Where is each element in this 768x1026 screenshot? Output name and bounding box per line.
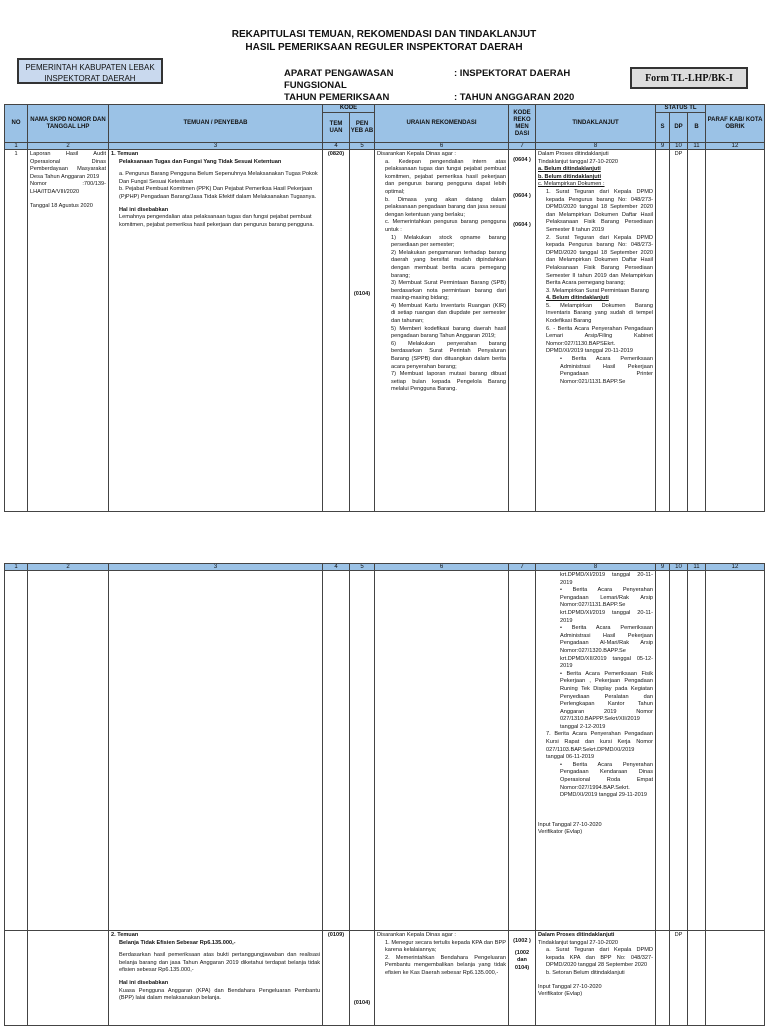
org-box (17, 58, 163, 84)
colnum: 1 (5, 564, 28, 571)
apf-label: APARAT PENGAWASAN FUNGSIONAL (284, 68, 394, 91)
row-temuan: 2. Temuan Belanja Tidak Efisien Sebesar Rp6.135.000,- Berdasarkan hasil pemeriksaan atas bukti pertanggungjawaban dan realisasi belanja barang dan jasa Tahun Anggaran 2019 diketahui terdapat belanja tidak efisien sebesar Rp6.135.000,- Hal ini disebabkan Kuasa Pengguna Anggaran (KPA) dan Bendahara Pengeluaran Pembantu (BPP) lalai dalam melaksanakan belanja. (109, 931, 323, 1026)
colnum: 10 (670, 564, 688, 571)
colnum: 10 (670, 143, 688, 150)
header-kode-rekomendasi: KODE REKO MEN DASI (509, 105, 536, 143)
table-row (5, 931, 765, 1026)
colnum: 7 (509, 564, 536, 571)
apf-value: : INSPEKTORAT DAERAH (454, 68, 571, 79)
table-row (5, 571, 765, 931)
org-line-2: INSPEKTORAT DAERAH (44, 74, 136, 83)
row-kode-temuan: (0820) (323, 150, 350, 512)
colnum: 2 (28, 564, 109, 571)
header-status-b: B (688, 113, 706, 143)
meta-block (284, 68, 574, 104)
colnum: 3 (109, 564, 323, 571)
colnum: 3 (109, 143, 323, 150)
header-paraf: PARAF KAB/ KOTA OBRIK (706, 105, 765, 143)
row-paraf (706, 150, 765, 512)
header-skpd: NAMA SKPD NOMOR DAN TANGGAL LHP (28, 105, 109, 143)
row-skpd: Laporan Hasil Audit Operasional Dinas Pemberdayaan Masyarakat Desa Tahun Anggaran 2019 Nomor :700/139-LHA/ITDA/VIII/2020 Tanggal 18 Agustus 2020 (28, 150, 109, 512)
colnum: 9 (656, 143, 670, 150)
colnum: 12 (706, 143, 765, 150)
colnum: 7 (509, 143, 536, 150)
row-uraian: Disarankan Kepala Dinas agar : a. Kedepan pengendalian intern atas pelaksanaan tugas dan fungsi pejabat pembuat komitmen, pejabat pemeriksa hasil pekerjaan dan pengurus barang pengguna dapat lebih optimal; b. Dimasa yang akan datang dalam pelaksanaan pengadaan barang dan jasa sesuai dengan ketentuan yang berlaku; c. Memerintahkan pengurus barang pengguna untuk : 1) Melakukan stock opname barang persediaan per semester; 2) Melakukan pengamanan terhadap barang daerah yang bersifat mudah dipindahkan dengan membuat berita acara pemegang barang; 3) Membuat Surat Permintaan Barang (SPB) berdasarkan nota permintaan barang dari masing-masing bidang; 4) Membuat Kartu Inventaris Ruangan (KIR) di setiap ruangan dan diupdate per semester dan tahunan; 5) Memberi kodefikasi barang daerah hasil pengadaan barang Tahun Anggaran 2019; 6) Melakukan penyerahan barang berdasarkan Surat Perintah Penyaluran Barang (SPPB) dan dituangkan dalam berita acara penyerahan barang; 7) Membuat laporan mutasi barang dibuat setiap bulan kepada Pengelola Barang melalui Pengguna Barang. (375, 150, 509, 512)
colnum: 1 (5, 143, 28, 150)
colnum: 6 (375, 143, 509, 150)
row-kode-rekomendasi: (1002 ) (1002 dan 0104) (509, 931, 536, 1026)
header-status-s: S (656, 113, 670, 143)
colnum: 2 (28, 143, 109, 150)
column-number-row (5, 564, 765, 571)
row-status-dp: DP (670, 931, 688, 1026)
colnum: 4 (323, 143, 350, 150)
document-title (0, 28, 768, 54)
header-status-dp: DP (670, 113, 688, 143)
org-line-1: PEMERINTAH KABUPATEN LEBAK (25, 63, 155, 72)
row-status-s (656, 150, 670, 512)
title-line-1: REKAPITULASI TEMUAN, REKOMENDASI DAN TINDAKLANJUT (231, 29, 537, 40)
header-uraian: URAIAN REKOMENDASI (375, 105, 509, 143)
colnum: 8 (536, 564, 656, 571)
row-status-b (688, 150, 706, 512)
header-temuan: TEMUAN / PENYEBAB (109, 105, 323, 143)
header-kode: KODE (323, 105, 375, 113)
row-kode-penyebab: (0104) (350, 931, 375, 1026)
colnum: 5 (350, 143, 375, 150)
colnum: 6 (375, 564, 509, 571)
header-kode-temuan: TEM UAN (323, 113, 350, 143)
row-no: 1 (5, 150, 28, 512)
colnum: 4 (323, 564, 350, 571)
tahun-label: TAHUN PEMERIKSAAN (284, 92, 390, 103)
recap-table-2 (4, 563, 765, 1026)
header-tindaklanjut: TINDAKLANJUT (536, 105, 656, 143)
row-temuan: 1. Temuan Pelaksanaan Tugas dan Fungsi Yang Tidak Sesuai Ketentuan a. Pengurus Barang Pengguna Belum Sepenuhnya Melaksanakan Tugas Pokok Dan Fungsi Sesuai Ketentuan b. Pejabat Pembuat Komitmen (PPK) Dan Pejabat Pemeriksa Hasil Pekerjaan (PjPHP) Pengadaan Barang/Jasa Tidak Efektif dalam Melaksanakan Tugasnya. Hal ini disebabkan Lemahnya pengendalian atas pelaksanaan tugas dan fungsi pejabat pembuat komitmen, pejabat pemeriksa hasil pekerjaan dan pengurus barang pengguna. (109, 150, 323, 512)
header-no: NO (5, 105, 28, 143)
header-status: STATUS TL (656, 105, 706, 113)
colnum: 8 (536, 143, 656, 150)
colnum: 9 (656, 564, 670, 571)
title-line-2: HASIL PEMERIKSAAN REGULER INSPEKTORAT DAERAH (245, 42, 523, 53)
recap-table-1 (4, 104, 765, 512)
colnum: 11 (688, 564, 706, 571)
row-tindaklanjut-continued: krt.DPMD/XI/2019 tanggal 20-11-2019 • Berita Acara Penyerahan Pengadaan Lemari/Rak Arsip Nomor:027/1131.BAPP.Se krt.DPMD/XI/2019 tanggal 20-11-2019 • Berita Acara Pemeriksaan Administrasi Hasil Pekerjaan Pengadaan Al-Mari/Rak Arsip Nomor:027/1320.BAPP.Se krt.DPMD/XII/2019 tanggal 05-12-2019 • Berita Acara Pemeriksaan Fisik Pekerjaan , Pekerjaan Pengadaan Runing Tek Display pada Kegiatan Penyediaan Peralatan dan Perlengkapan Kantor Tahun Anggaran 2019 Nomor 027/1310.BAPPP.Sekrt/XII/2019 tanggal 2-12-2019 7. Berita Acara Penyerahan Pengadaan Kursi Rapat dan kursi Kerja Nomor 027/1103.BAP.Sekrt.DPMD/XI/2019 tanggal 06-11-2019 • Berita Acara Penyerahan Pengadaan Kendaraan Dinas Operasional Roda Empat Nomor:027/1994.BAP.Sekrt. DPMD/XI/2019 tanggal 29-11-2019 Input Tanggal 27-10-2020 Verifikator (Evlap) (536, 571, 656, 931)
colnum: 5 (350, 564, 375, 571)
row-uraian: Disarankan Kepala Dinas agar : 1. Menegur secara tertulis kepada KPA dan BPP karena kelalaiannya; 2. Memerintahkan Bendahara Pengeluaran Pembantu mengembalikan belanja yang tidak efisien ke Kas Daerah sebesar Rp6.135.000,- (375, 931, 509, 1026)
row-kode-rekomendasi: (0604 ) (0604 ) (0604 ) (509, 150, 536, 512)
column-number-row (5, 143, 765, 150)
header-kode-penyebab: PEN YEB AB (350, 113, 375, 143)
form-code: Form TL-LHP/BK-I (630, 67, 748, 89)
tahun-value: : TAHUN ANGGARAN 2020 (454, 92, 575, 103)
row-status-dp: DP (670, 150, 688, 512)
colnum: 11 (688, 143, 706, 150)
row-tindaklanjut: Dalam Proses ditindaklanjuti Tindaklanjut tanggal 27-10-2020 a. Belum ditindaklanjuti b. Belum ditindaklanjuti c. Melampirkan Dokumen : 1. Surat Teguran dari Kepala DPMD kepada Pengurus barang No: 048/273-DPMD/2020 tanggal 18 September 2020 dan Melampirkan Dokumen Daftar Hasil Pelaksanaan Fisik Barang Persediaan Semester II tahun 2019 2. Surat Teguran dari Kepala DPMD kepada Pengurus barang No: 048/273-DPMD/2020 tanggal 18 September 2020 dan Melampirkan Dokumen Daftar Hasil Pelaksanaan Fisik Barang Persediaan Semester II tahun 2019 dan Melampirkan Berita Acara pemegang barang; 3. Melampirkan Surat Permintaan Barang 4. Belum ditindaklanjuti 5. Melampirkan Dokumen Barang Inventaris Barang yang sudah di tempel Kodefikasi Barang 6. - Berita Acara Penyerahan Pengadaan Lemari Arsip/Filing Kabinet Nomor:027/1130.BAPSEkrt. DPMD/XI/2019 tanggal 20-11-2019 • Berita Acara Pemeriksaan Administrasi Hasil Pekerjaan Pengadaan Printer Nomor:021/1131.BAPP.Se (536, 150, 656, 512)
row-tindaklanjut: Dalam Proses ditindaklanjuti Tindaklanjut tanggal 27-10-2020 a. Surat Teguran dari Kepala DPMD kepada KPA dan BPP No: 048/327-DPMD/2020 tanggal 28 September 2020 b. Setoran Belum ditindaklanjuti Input Tanggal 27-10-2020 Verifikator (Evlap) (536, 931, 656, 1026)
row-kode-penyebab: (0104) (350, 150, 375, 512)
colnum: 12 (706, 564, 765, 571)
row-kode-temuan: (0109) (323, 931, 350, 1026)
table-row (5, 150, 765, 512)
